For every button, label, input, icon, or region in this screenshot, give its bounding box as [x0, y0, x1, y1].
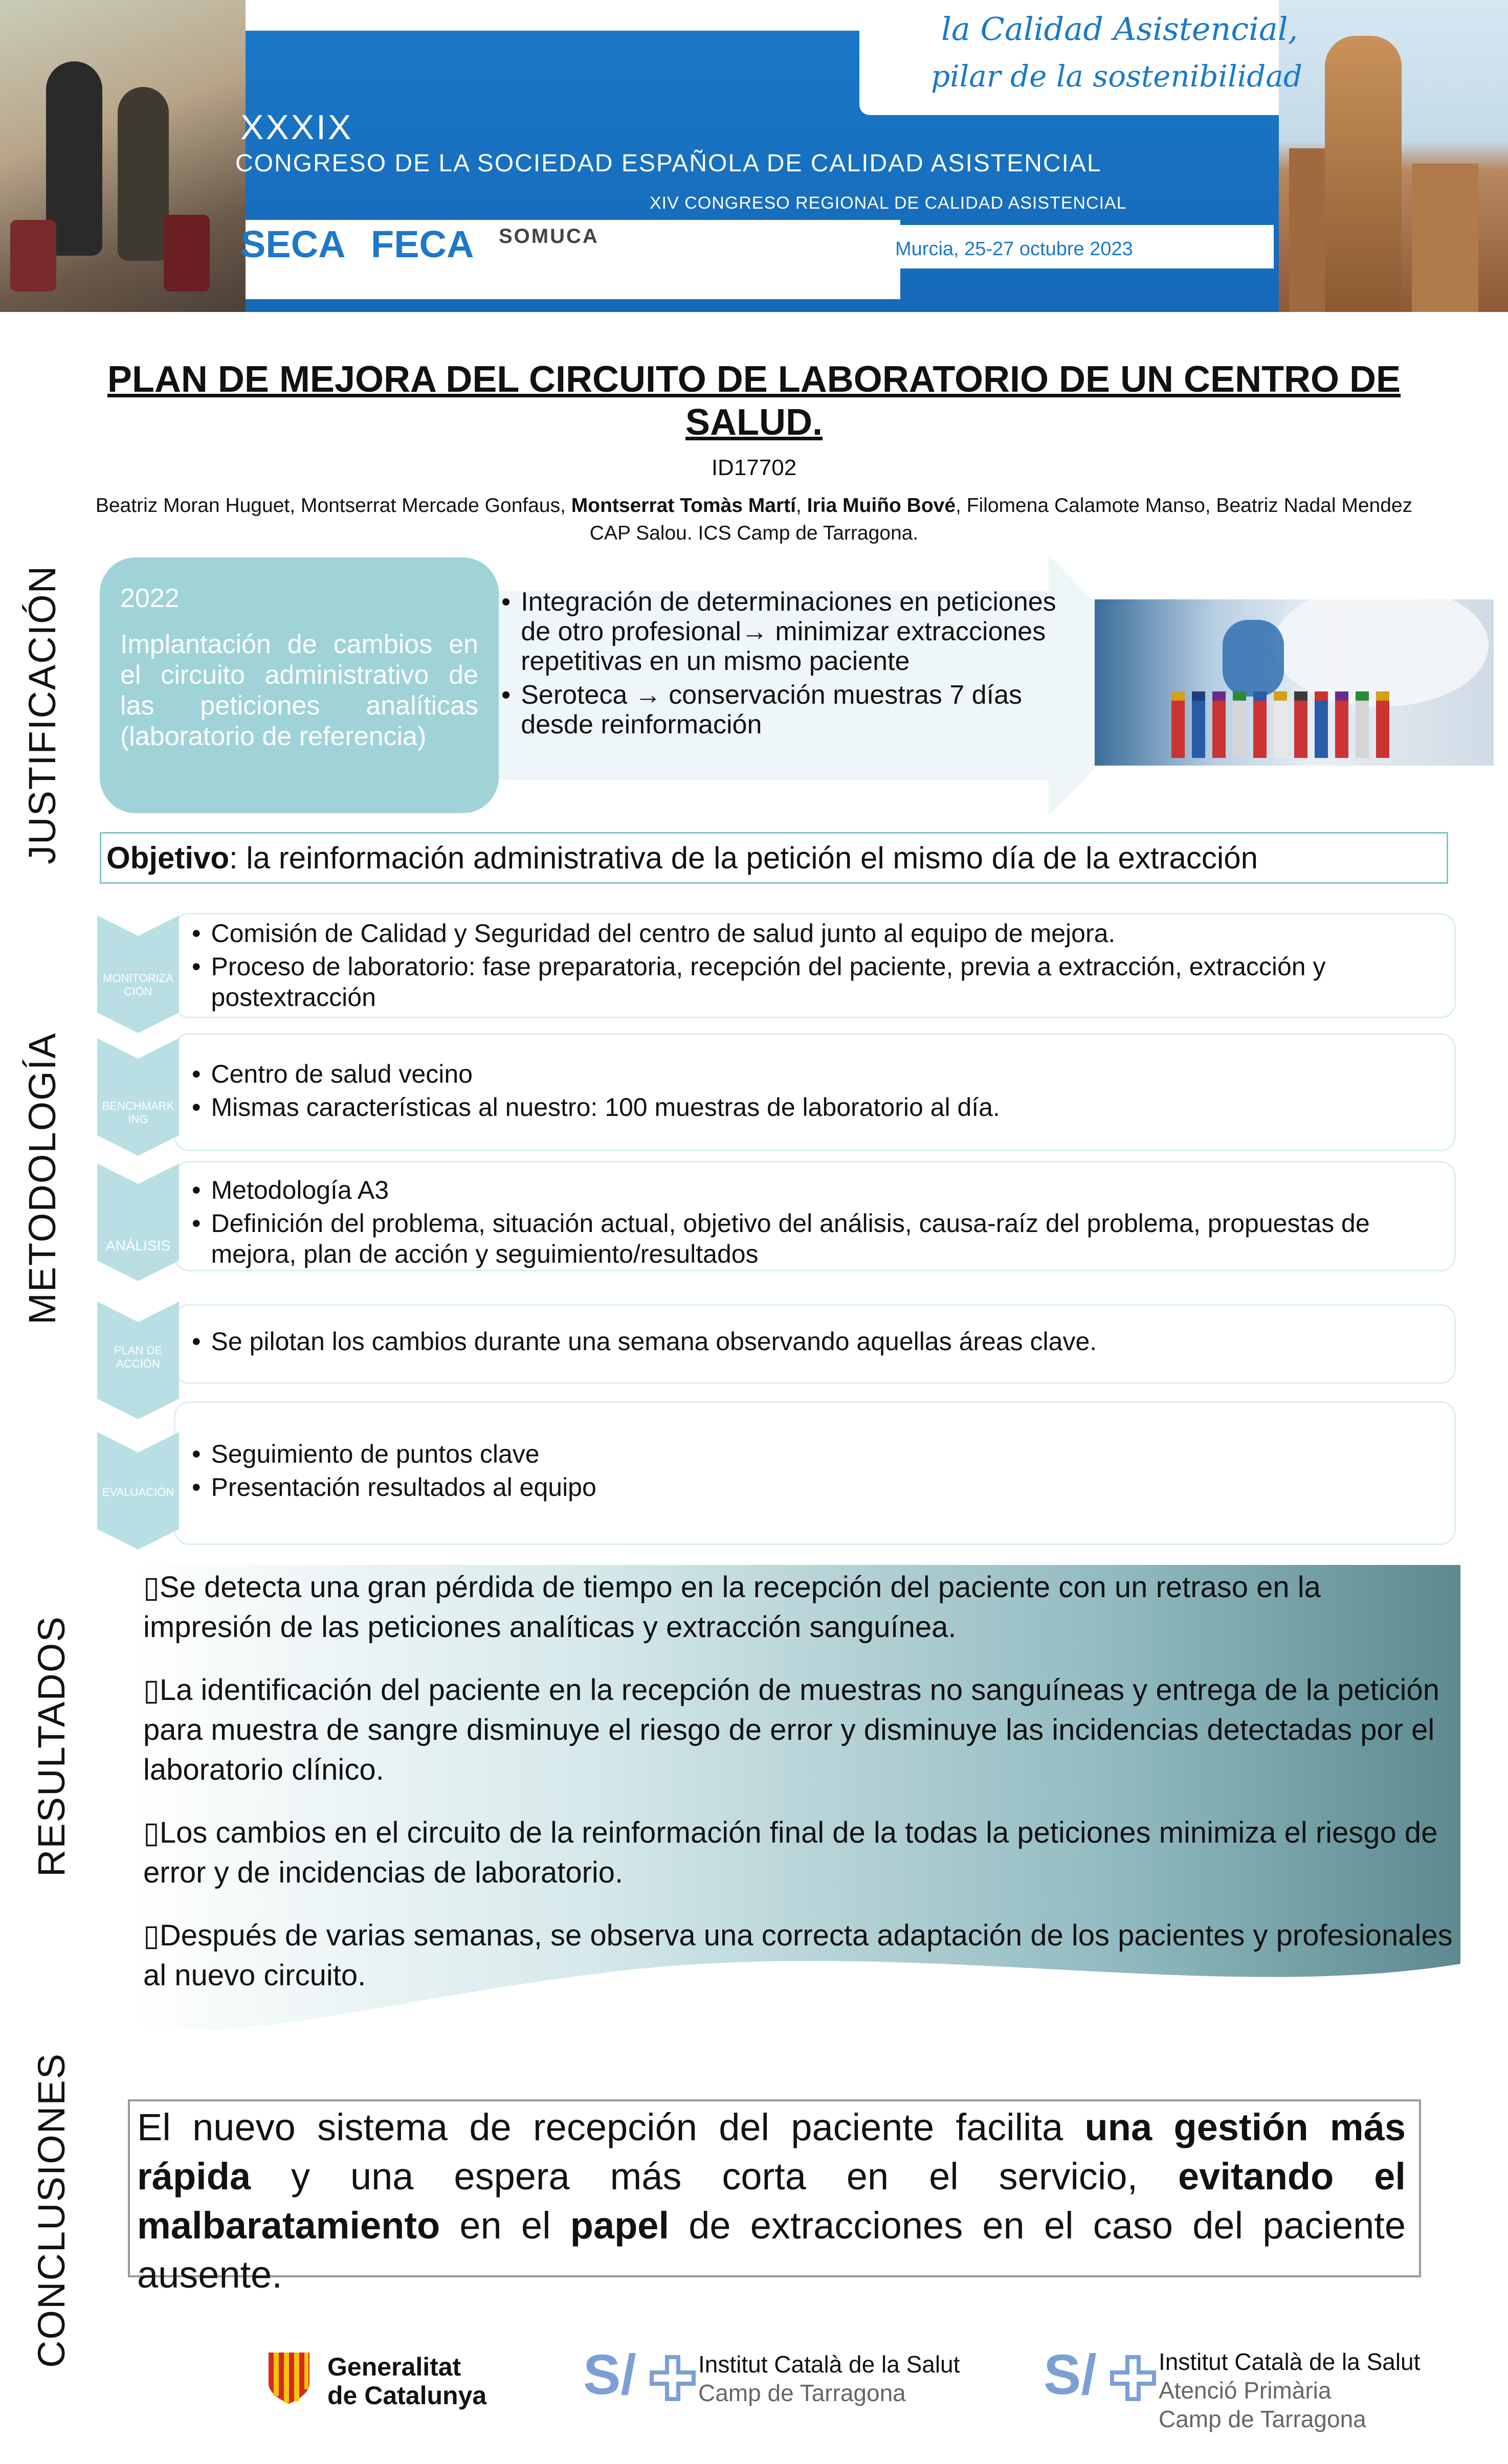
list-item: • Definición del problema, situación actual, objetivo del análisis, causa-raíz del problema, propuestas de mejora, plan de acción y seguimiento/resultados: [192, 1208, 1440, 1269]
author-names: Beatriz Moran Huguet, Montserrat Mercade Gonfaus,: [95, 495, 571, 517]
result-item: [143, 1813, 1453, 1893]
check-icon: ▯: [143, 1919, 160, 1952]
regional-congress-title: XIV CONGRESO REGIONAL DE CALIDAD ASISTENCIAL: [650, 193, 1127, 213]
traveller-figure: [118, 87, 169, 261]
list-item: • Seroteca → conservación muestras 7 días desde reinformación: [501, 680, 1074, 740]
justification-year: 2022: [120, 584, 180, 613]
check-icon: ▯: [143, 1673, 160, 1707]
step-content: [192, 1439, 1440, 1503]
somuca-logo: SOMUCA: [499, 225, 599, 248]
step-label: PLAN DE ACCIÓN: [114, 1344, 163, 1370]
result-text: Se detecta una gran pérdida de tiempo en la recepción del paciente con un retraso en la impresión de las peticiones analíticas y extracción sanguínea.: [143, 1571, 1321, 1644]
travellers-illustration: [0, 0, 246, 312]
conclusion-segment: y una espera más corta en el servicio,: [251, 2155, 1179, 2198]
objective-box: [100, 832, 1448, 884]
poster-title: PLAN DE MEJORA DEL CIRCUITO DE LABORATORIO DE UN CENTRO DE SALUD.: [107, 359, 1401, 443]
list-item-text: Metodología A3: [211, 1176, 389, 1204]
step-content: [192, 1059, 1440, 1123]
list-item-text: Integración de determinaciones en peticiones de otro profesional→ minimizar extracciones repetitivas en un mismo paciente: [521, 587, 1056, 676]
conclusion-segment: El nuevo sistema de recepción del paciente facilita: [137, 2106, 1085, 2148]
list-item: • Presentación resultados al equipo: [192, 1473, 596, 1502]
slogan-line-1: la Calidad Asistencial,: [941, 10, 1298, 48]
list-item: • Comisión de Calidad y Seguridad del centro de salud junto al equipo de mejora.: [192, 919, 1116, 948]
step-content: [192, 1326, 1440, 1357]
congress-banner: [0, 0, 1508, 312]
result-text: Los cambios en el circuito de la reinformación final de la todas la peticiones minimiza el riesgo de error y de incidencias de laboratorio.: [143, 1816, 1438, 1889]
list-item: • Centro de salud vecino: [192, 1060, 473, 1088]
list-item: • Metodología A3: [192, 1176, 389, 1204]
result-text: Después de varias semanas, se observa una correcta adaptación de los pacientes y profesionales al nuevo circuito.: [143, 1919, 1453, 1992]
poster-id: ID17702: [711, 455, 797, 480]
list-item-text: Definición del problema, situación actual, objetivo del análisis, causa-raíz del problema, propuestas de mejora, plan de acción y seguimiento/resultados: [211, 1209, 1370, 1268]
congress-edition: XXXIX: [240, 108, 353, 147]
step-label: MONITORIZA CIÓN: [103, 972, 173, 998]
objective-label: Objetivo: [106, 841, 230, 875]
conclusion-segment: de extracciones en el caso del paciente ausente.: [137, 2204, 1406, 2296]
ics-cross-icon: [1110, 2355, 1156, 2401]
justification-description: Implantación de cambios en el circuito administrativo de las peticiones analíticas (laboratorio de referencia): [120, 630, 478, 751]
logo-line: de Catalunya: [327, 2381, 487, 2410]
objective-text: : la reinformación administrativa de la petición el mismo día de la extracción: [229, 841, 1258, 875]
section-label-metodologia: METODOLOGÍA: [21, 1032, 63, 1325]
ics-camp-tarragona-logo-text: [698, 2350, 960, 2407]
ics-atencio-primaria-logo-text: [1159, 2347, 1420, 2433]
feca-logo: FECA: [371, 223, 474, 265]
congress-title: CONGRESO DE LA SOCIEDAD ESPAÑOLA DE CALIDAD ASISTENCIAL: [235, 150, 1102, 177]
building-shape: [1412, 164, 1478, 312]
list-item-text: Comisión de Calidad y Seguridad del centro de salud junto al equipo de mejora.: [211, 919, 1116, 948]
justification-bullets: [501, 587, 1074, 740]
list-item: • Proceso de laboratorio: fase preparatoria, recepción del paciente, previa a extracción, extracción y postextracción: [192, 951, 1440, 1013]
authors-block: [41, 492, 1467, 547]
ics-cross-icon: [650, 2355, 696, 2401]
list-item-text: Presentación resultados al equipo: [211, 1473, 596, 1502]
conclusion-segment: en el: [440, 2204, 570, 2247]
results-list: [143, 1567, 1453, 2019]
lab-tubes-photo: [1095, 599, 1494, 766]
list-item-text: Se pilotan los cambios durante una semana observando aquellas áreas clave.: [211, 1327, 1097, 1356]
seca-logo: SECA: [240, 223, 346, 265]
step-chevron: [97, 1038, 179, 1156]
list-item-text: Seroteca → conservación muestras 7 días desde reinformación: [521, 680, 1023, 740]
ics-s-logo: S/: [583, 2343, 636, 2406]
slogan-line-2: pilar de la sostenibilidad: [931, 59, 1303, 94]
logo-line: Generalitat: [327, 2353, 461, 2381]
generalitat-logo-text: [327, 2353, 486, 2410]
author-highlight: Iria Muiño Bové: [807, 495, 956, 517]
step-label: EVALUACIÓN: [102, 1486, 174, 1498]
check-icon: ▯: [143, 1816, 160, 1849]
list-item: • Seguimiento de puntos clave: [192, 1440, 540, 1468]
list-item-text: Centro de salud vecino: [211, 1060, 473, 1088]
cathedral-tower: [1325, 36, 1402, 312]
result-item: [143, 1916, 1453, 1996]
conclusion-emphasis: una gestión más rápida: [137, 2106, 1406, 2198]
author-highlight: Montserrat Tomàs Martí: [571, 495, 796, 517]
logo-line: Camp de Tarragona: [1159, 2406, 1366, 2432]
affiliation: CAP Salou. ICS Camp de Tarragona.: [589, 522, 919, 544]
step-label: ANÁLISIS: [105, 1238, 171, 1253]
ics-s-logo: S/: [1044, 2343, 1097, 2406]
author-names: , Filomena Calamote Manso, Beatriz Nadal Mendez: [956, 495, 1413, 517]
list-item: • Integración de determinaciones en peticiones de otro profesional→ minimizar extracciones repetitivas en un mismo paciente: [501, 587, 1074, 676]
step-content: [192, 918, 1440, 1013]
congress-dates: Murcia, 25-27 octubre 2023: [895, 238, 1133, 260]
conclusion-text: [137, 2103, 1406, 2299]
list-item-text: Seguimiento de puntos clave: [211, 1440, 540, 1468]
logo-line: Atenció Primària: [1159, 2377, 1332, 2404]
list-item-text: Mismas características al nuestro: 100 muestras de laboratorio al día.: [211, 1093, 1000, 1122]
logo-line: Institut Català de la Salut: [1159, 2348, 1421, 2375]
logo-line: Camp de Tarragona: [698, 2380, 906, 2406]
logo-line: Institut Català de la Salut: [698, 2351, 960, 2378]
result-text: La identificación del paciente en la recepción de muestras no sanguíneas y entrega de la petición para muestra de sangre disminuye el riesgo de error y disminuye las incidencias detectadas por el laboratorio clínico.: [143, 1673, 1440, 1786]
authors-line: [41, 492, 1467, 520]
list-item-text: Proceso de laboratorio: fase preparatoria, recepción del paciente, previa a extracción, extracción y postextracción: [211, 952, 1326, 1012]
result-item: [143, 1670, 1453, 1790]
author-separator: ,: [796, 495, 807, 517]
section-label-justificacion: JUSTIFICACIÓN: [21, 565, 63, 864]
step-label: BENCHMARK ING: [102, 1100, 174, 1126]
section-label-resultados: RESULTADOS: [30, 1616, 73, 1877]
generalitat-shield-icon: [266, 2350, 312, 2406]
conclusion-emphasis: evitando el malbaratamiento: [137, 2155, 1406, 2247]
check-icon: ▯: [143, 1571, 160, 1604]
step-content: [192, 1175, 1440, 1269]
conclusion-emphasis: papel: [570, 2204, 670, 2247]
section-label-conclusiones: CONCLUSIONES: [30, 2052, 73, 2368]
test-tubes-illustration: [1095, 599, 1494, 766]
result-item: [143, 1567, 1453, 1647]
list-item: • Mismas características al nuestro: 100 muestras de laboratorio al día.: [192, 1093, 1000, 1122]
suitcase-icon: [164, 215, 210, 292]
list-item: • Se pilotan los cambios durante una semana observando aquellas áreas clave.: [192, 1327, 1097, 1356]
step-chevron: [97, 1163, 179, 1281]
suitcase-icon: [10, 220, 56, 292]
